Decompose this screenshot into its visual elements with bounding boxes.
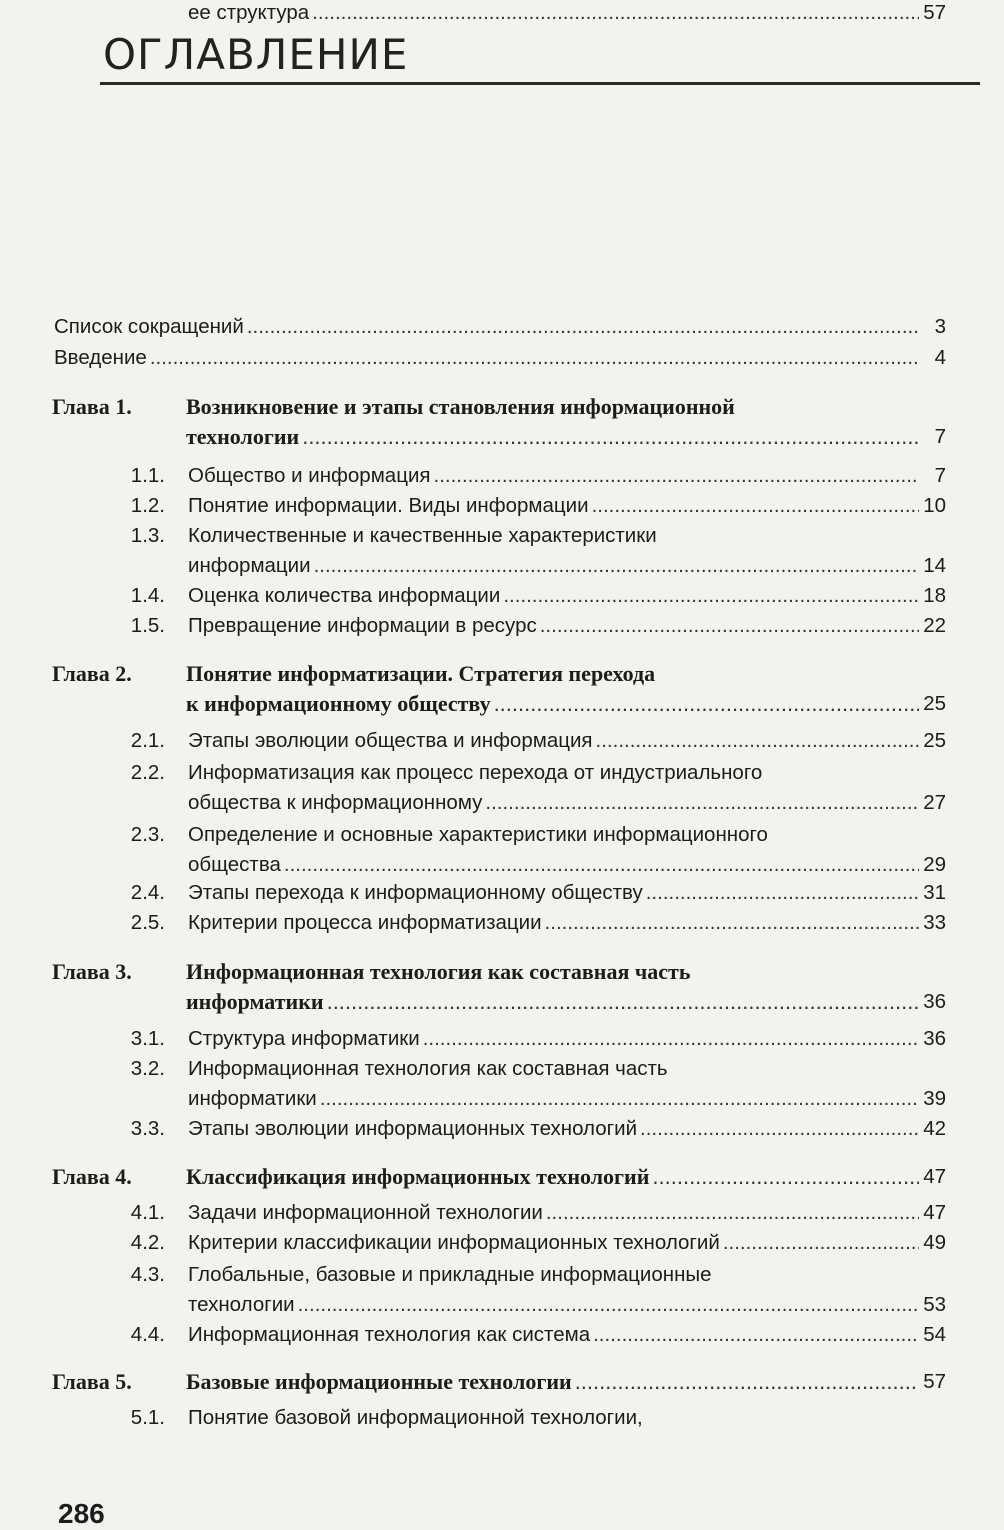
dot-leader [298, 1292, 919, 1318]
section-number [105, 613, 165, 639]
entry-text: Информатизация как процесс перехода от индустриального [188, 761, 763, 784]
entry-page-number: 47 [923, 1201, 946, 1224]
toc-section-entry-continued [188, 852, 946, 878]
toc-section-entry [188, 822, 768, 848]
entry-page-number: 39 [923, 1087, 946, 1110]
dot-leader [652, 1163, 919, 1191]
entry-text: Этапы эволюции общества и информация [188, 729, 593, 752]
entry-text: Список сокращений [54, 315, 244, 338]
entry-page-number: 33 [923, 911, 946, 934]
dot-leader [596, 728, 919, 754]
section-number-text: 2.4. [130, 881, 165, 904]
entry-text: информатики [188, 1087, 317, 1110]
section-number [105, 728, 165, 754]
chapter-title-continued [186, 988, 946, 1016]
entry-text: Структура информатики [188, 1027, 420, 1050]
chapter-label: Глава 5. [52, 1369, 132, 1394]
section-number-text: 2.1. [130, 729, 165, 752]
section-number [105, 822, 165, 848]
section-number [105, 1056, 165, 1082]
entry-text: технологии [186, 424, 300, 449]
entry-page-number: 36 [923, 1027, 946, 1050]
entry-page-number: 29 [923, 853, 946, 876]
entry-text: Глобальные, базовые и прикладные информационные [188, 1263, 712, 1286]
entry-page-number: 57 [923, 1, 946, 24]
toc-section-entry [188, 463, 946, 489]
toc-section-entry [188, 1405, 643, 1431]
section-number-text: 4.1. [130, 1201, 165, 1224]
dot-leader [485, 790, 919, 816]
entry-text: Понятие информации. Виды информации [188, 494, 589, 517]
chapter-page-number: 25 [923, 692, 946, 715]
entry-page-number: 10 [923, 494, 946, 517]
entry-text: Превращение информации в ресурс [188, 614, 537, 637]
entry-page-number: 22 [923, 614, 946, 637]
entry-page-number: 54 [923, 1323, 946, 1346]
entry-text: Общество и информация [188, 464, 431, 487]
section-number-text: 1.2. [130, 494, 165, 517]
section-number-text: 5.1. [130, 1406, 165, 1429]
chapter-title: Понятие информатизации. Стратегия перехода [186, 661, 656, 686]
page-number: 286 [58, 1498, 105, 1529]
entry-text: Базовые информационные технологии [186, 1369, 572, 1394]
dot-leader [503, 583, 919, 609]
chapter-title: Возникновение и этапы становления информационной [186, 394, 735, 419]
entry-page-number: 49 [923, 1231, 946, 1254]
dot-leader [640, 1116, 919, 1142]
toc-section-entry [188, 1200, 946, 1226]
chapter-title [186, 1163, 946, 1191]
section-number-text: 4.3. [130, 1263, 165, 1286]
toc-section-entry [188, 910, 946, 936]
dot-leader [423, 1026, 919, 1052]
dot-leader [320, 1086, 919, 1112]
dot-leader [150, 345, 919, 371]
chapter-title: Информационная технология как составная часть [186, 959, 691, 984]
dot-leader [575, 1368, 919, 1396]
entry-text: Информационная технология как составная часть [188, 1057, 668, 1080]
toc-section-entry [188, 880, 946, 906]
section-number [105, 880, 165, 906]
entry-text: Введение [54, 346, 147, 369]
toc-section-entry [188, 728, 946, 754]
page-title: ОГЛАВЛЕНИЕ [103, 30, 409, 79]
toc-section-entry [188, 1056, 668, 1082]
section-number-text: 2.5. [130, 911, 165, 934]
dot-leader [593, 1322, 919, 1348]
entry-text: общества к информационному [188, 791, 483, 814]
section-number [105, 1322, 165, 1348]
section-number-text: 2.3. [130, 823, 165, 846]
chapter-page-number: 57 [923, 1370, 946, 1393]
section-number [105, 1230, 165, 1256]
section-number-text: 1.4. [130, 584, 165, 607]
section-number-text: 1.5. [130, 614, 165, 637]
chapter-page-number: 36 [923, 990, 946, 1013]
entry-page-number: 42 [923, 1117, 946, 1140]
entry-text: Количественные и качественные характеристики [188, 524, 657, 547]
entry-page-number: 3 [934, 315, 946, 338]
dot-leader [646, 880, 919, 906]
section-number-text: 4.2. [130, 1231, 165, 1254]
entry-text: Оценка количества информации [188, 584, 501, 607]
title-rule [100, 82, 980, 85]
section-number-text: 3.3. [130, 1117, 165, 1140]
toc-section-entry-continued [188, 0, 946, 26]
section-number-text: 2.2. [130, 761, 165, 784]
toc-section-entry [188, 1322, 946, 1348]
entry-page-number: 4 [934, 346, 946, 369]
section-number [105, 583, 165, 609]
entry-text: Этапы перехода к информационному обществу [188, 881, 643, 904]
toc-section-entry [188, 583, 946, 609]
section-number-text: 1.3. [130, 524, 165, 547]
chapter-page-number: 7 [934, 425, 946, 448]
toc-section-entry-continued [188, 790, 946, 816]
toc-section-entry [188, 1116, 946, 1142]
toc-section-entry [188, 1262, 712, 1288]
entry-page-number: 18 [923, 584, 946, 607]
section-number [105, 1405, 165, 1431]
section-number [105, 910, 165, 936]
dot-leader [327, 988, 919, 1016]
section-number [105, 463, 165, 489]
entry-page-number: 27 [923, 791, 946, 814]
section-number-text: 4.4. [130, 1323, 165, 1346]
section-number [105, 760, 165, 786]
dot-leader [312, 0, 919, 26]
dot-leader [592, 493, 919, 519]
entry-text: Этапы эволюции информационных технологий [188, 1117, 638, 1140]
chapter-title-continued [186, 690, 946, 718]
entry-text: Задачи информационной технологии [188, 1201, 543, 1224]
dot-leader [545, 910, 919, 936]
entry-text: Понятие базовой информационной технологии, [188, 1406, 643, 1429]
dot-leader [314, 553, 919, 579]
dot-leader [546, 1200, 919, 1226]
toc-section-entry [188, 493, 946, 519]
entry-text: к информационному обществу [186, 691, 491, 716]
chapter-label: Глава 3. [52, 959, 132, 984]
chapter-page-number: 47 [923, 1165, 946, 1188]
toc-section-entry [188, 1026, 946, 1052]
section-number-text: 3.2. [130, 1057, 165, 1080]
entry-page-number: 53 [923, 1293, 946, 1316]
toc-section-entry [188, 523, 657, 549]
chapter-title [186, 1368, 946, 1396]
dot-leader [247, 314, 919, 340]
entry-text: технологии [188, 1293, 295, 1316]
chapter-title-continued [186, 423, 946, 451]
section-number [105, 523, 165, 549]
chapter-label: Глава 1. [52, 394, 132, 419]
dot-leader [540, 613, 919, 639]
dot-leader [302, 423, 919, 451]
section-number [105, 493, 165, 519]
entry-text: общества [188, 853, 281, 876]
section-number-text: 1.1. [130, 464, 165, 487]
entry-page-number: 14 [923, 554, 946, 577]
dot-leader [284, 852, 919, 878]
entry-text: Классификация информационных технологий [186, 1164, 650, 1189]
toc-section-entry-continued [188, 1292, 946, 1318]
toc-section-entry [188, 1230, 946, 1256]
entry-page-number: 7 [934, 464, 946, 487]
chapter-label: Глава 2. [52, 661, 132, 686]
entry-page-number: 25 [923, 729, 946, 752]
chapter-label: Глава 4. [52, 1164, 132, 1189]
section-number [105, 1116, 165, 1142]
entry-text: ее структура [188, 1, 310, 24]
section-number [105, 1200, 165, 1226]
toc-section-entry [188, 613, 946, 639]
dot-leader [723, 1230, 919, 1256]
toc-section-entry [188, 760, 762, 786]
entry-text: Критерии процесса информатизации [188, 911, 542, 934]
dot-leader [494, 690, 919, 718]
toc-section-entry-continued [188, 1086, 946, 1112]
section-number [105, 1026, 165, 1052]
entry-text: Информационная технология как система [188, 1323, 591, 1346]
dot-leader [434, 463, 920, 489]
entry-text: Определение и основные характеристики информационного [188, 823, 768, 846]
entry-text: Критерии классификации информационных технологий [188, 1231, 720, 1254]
section-number [105, 1262, 165, 1288]
section-number-text: 3.1. [130, 1027, 165, 1050]
entry-text: информатики [186, 989, 324, 1014]
toc-section-entry-continued [188, 553, 946, 579]
toc-entry [54, 314, 946, 340]
toc-entry [54, 345, 946, 371]
entry-page-number: 31 [923, 881, 946, 904]
entry-text: информации [188, 554, 311, 577]
